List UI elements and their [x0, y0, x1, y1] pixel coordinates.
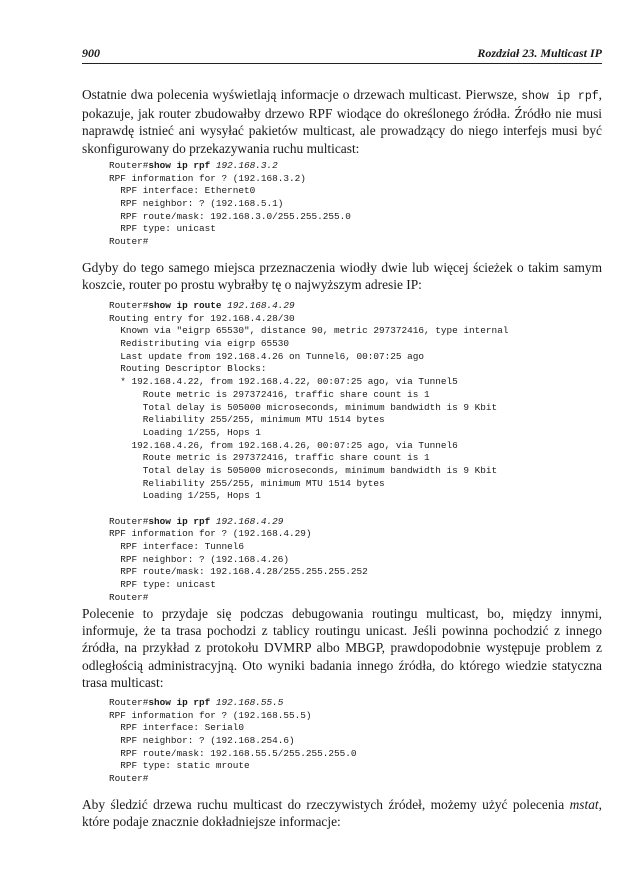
- page-number: 900: [82, 46, 100, 60]
- code-block-3: [109, 697, 599, 786]
- paragraph-text: Ostatnie dwa polecenia wyświetlają informacje o drzewach multicast. Pierwsze,: [82, 87, 522, 102]
- code-line: [109, 211, 599, 224]
- code-line: [109, 363, 599, 376]
- code-line: [109, 300, 599, 313]
- code-line: [109, 592, 599, 605]
- page-header: [82, 46, 602, 62]
- code-line: [109, 697, 599, 710]
- cli-command: show ip rpf: [148, 515, 211, 527]
- code-line: [109, 223, 599, 236]
- cli-prompt: Router#: [109, 697, 149, 708]
- chapter-title: Rozdział 23. Multicast IP: [477, 46, 602, 60]
- cli-output: Redistributing via eigrp 65530: [109, 338, 290, 350]
- code-block-1: [109, 160, 599, 249]
- code-line: [109, 440, 599, 453]
- cli-output: RPF neighbor: ? (192.168.254.6): [109, 735, 295, 747]
- code-line: [109, 173, 599, 186]
- code-line: [109, 478, 599, 491]
- paragraph-debugging: Polecenie to przydaje się podczas debugowania routingu multicast, bo, między innymi, informuje, że ta trasa pochodzi z tablicy routingu unicast. Jeśli powinna pochodzić z innego źródła, na przykład z protokołu DVMRP albo MBGP, prawdopodobnie występuje problem z odległością administracyjną. Oto wyniki badania innego źródła, do którego wiedzie statyczna trasa multicast:: [82, 606, 602, 690]
- code-line: [109, 338, 599, 351]
- code-line: [109, 452, 599, 465]
- cli-argument: 192.168.4.29: [210, 515, 284, 527]
- cli-command: show ip rpf: [148, 160, 211, 171]
- code-line: [109, 414, 599, 427]
- cli-output: Loading 1/255, Hops 1: [109, 490, 261, 502]
- paragraph-text: Aby śledzić drzewa ruchu multicast do rzeczywistych źródeł, możemy użyć polecenia: [82, 797, 570, 812]
- code-line: [109, 503, 599, 516]
- cli-output: RPF route/mask: 192.168.4.28/255.255.255.252: [109, 566, 368, 578]
- code-line: [109, 760, 599, 773]
- code-line: [109, 566, 599, 579]
- cli-output: * 192.168.4.22, from 192.168.4.22, 00:07:25 ago, via Tunnel5: [109, 376, 458, 388]
- code-line: [109, 748, 599, 761]
- cli-output: RPF neighbor: ? (192.168.5.1): [109, 198, 284, 210]
- cli-output: RPF neighbor: ? (192.168.4.26): [109, 553, 290, 565]
- cli-output: Reliability 255/255, minimum MTU 1514 bytes: [109, 414, 385, 426]
- code-line: [109, 490, 599, 503]
- cli-argument: 192.168.4.29: [221, 300, 295, 311]
- cli-output: RPF type: unicast: [109, 579, 216, 591]
- code-line: [109, 579, 599, 592]
- cli-prompt: Router#: [109, 515, 149, 527]
- cli-command: show ip rpf: [148, 697, 211, 708]
- code-line: [109, 236, 599, 249]
- cli-argument: 192.168.55.5: [210, 697, 284, 708]
- cli-output: Total delay is 505000 microseconds, minimum bandwidth is 9 Kbit: [109, 464, 498, 476]
- cli-output: Route metric is 297372416, traffic share count is 1: [109, 452, 430, 464]
- cli-output: Known via "eigrp 65530", distance 90, metric 297372416, type internal: [109, 325, 509, 337]
- code-line: [109, 554, 599, 567]
- code-line: [109, 389, 599, 402]
- cli-output: RPF information for ? (192.168.55.5): [109, 709, 312, 721]
- code-line: [109, 198, 599, 211]
- cli-output: Total delay is 505000 microseconds, minimum bandwidth is 9 Kbit: [109, 401, 498, 413]
- cli-output: RPF type: unicast: [109, 223, 216, 235]
- cli-output: Last update from 192.168.4.26 on Tunnel6, 00:07:25 ago: [109, 350, 425, 362]
- code-line: [109, 402, 599, 415]
- code-line: [109, 528, 599, 541]
- cli-output: 192.168.4.26, from 192.168.4.26, 00:07:25 ago, via Tunnel6: [109, 439, 458, 451]
- cli-output: Reliability 255/255, minimum MTU 1514 bytes: [109, 477, 385, 489]
- code-line: [109, 541, 599, 554]
- code-block-2: [109, 300, 599, 605]
- cli-output: RPF type: static mroute: [109, 760, 250, 772]
- cli-output: RPF route/mask: 192.168.55.5/255.255.255.0: [109, 747, 357, 759]
- cli-output: RPF interface: Tunnel6: [109, 541, 245, 553]
- code-line: [109, 351, 599, 364]
- code-line: [109, 465, 599, 478]
- code-line: [109, 773, 599, 786]
- code-line: [109, 160, 599, 173]
- cli-command: show ip route: [148, 300, 222, 311]
- cli-prompt: Router#: [109, 160, 149, 171]
- cli-output: Routing entry for 192.168.4.28/30: [109, 312, 295, 324]
- paragraph-equal-cost: Gdyby do tego samego miejsca przeznaczenia wiodły dwie lub więcej ścieżek o takim samym koszcie, router po prostu wybrałby tę o najwyższym adresie IP:: [82, 260, 602, 293]
- inline-command: mstat: [569, 797, 599, 812]
- cli-prompt: Router#: [109, 300, 149, 311]
- cli-output: RPF interface: Ethernet0: [109, 185, 256, 197]
- code-line: [109, 376, 599, 389]
- cli-output: Router#: [109, 591, 149, 603]
- code-line: [109, 185, 599, 198]
- code-line: [109, 325, 599, 338]
- paragraph-text: , które podaje znacznie dokładniejsze informacje:: [82, 797, 602, 830]
- paragraph-text: , pokazuje, jak router zbudowałby drzewo RPF wiodące do określonego źródła. Źródło nie musi naprawdę istnieć ani wysyłać pakietów multicast, ale prowadzący do niego interfejs musi być skonfigurowany do przekazywania ruchu multicast:: [82, 87, 602, 156]
- inline-command: show ip rpf: [521, 90, 599, 103]
- cli-output: RPF route/mask: 192.168.3.0/255.255.255.0: [109, 210, 351, 222]
- cli-output: RPF information for ? (192.168.4.29): [109, 528, 312, 540]
- code-line: [109, 710, 599, 723]
- code-line: [109, 722, 599, 735]
- cli-output: Loading 1/255, Hops 1: [109, 426, 261, 438]
- cli-output: Routing Descriptor Blocks:: [109, 363, 267, 375]
- header-rule: [82, 63, 602, 64]
- code-line: [109, 427, 599, 440]
- cli-output: RPF interface: Serial0: [109, 722, 245, 734]
- cli-output: RPF information for ? (192.168.3.2): [109, 172, 306, 184]
- paragraph-show-ip-rpf-intro: [82, 86, 602, 157]
- paragraph-mstat: [82, 796, 602, 830]
- cli-output: Router#: [109, 236, 149, 248]
- cli-output: Route metric is 297372416, traffic share count is 1: [109, 388, 430, 400]
- cli-output: Router#: [109, 773, 149, 785]
- cli-argument: 192.168.3.2: [210, 160, 278, 171]
- code-line: [109, 313, 599, 326]
- code-line: [109, 516, 599, 529]
- code-line: [109, 735, 599, 748]
